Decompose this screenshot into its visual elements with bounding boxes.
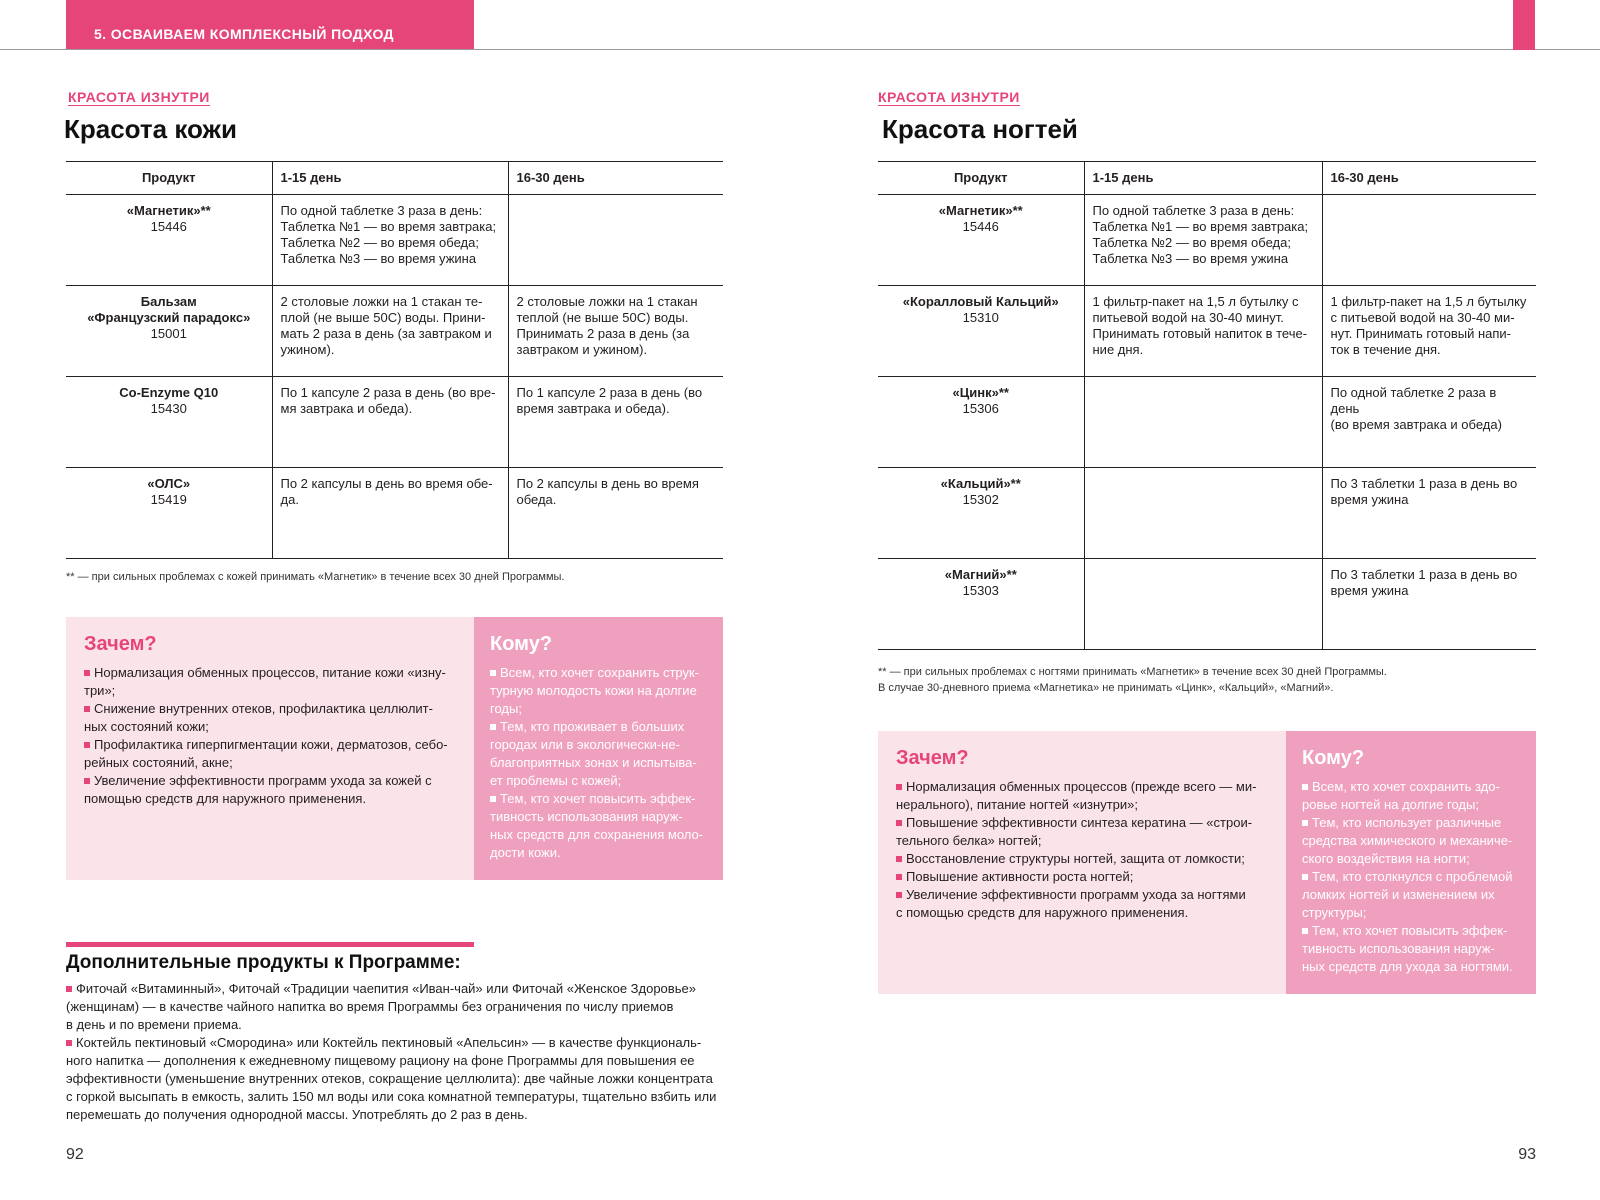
list-item: Всем, кто хочет сохранить здо- ровье ногтей на долгие годы;: [1302, 779, 1500, 812]
why-title: Зачем?: [896, 747, 969, 769]
dosage-days-16-30: [1322, 195, 1536, 286]
dosage-days-1-15: [1084, 468, 1322, 559]
bullet-square-icon: [490, 670, 496, 676]
list-item: Восстановление структуры ногтей, защита от ломкости;: [896, 850, 1268, 868]
col-header-days-1-15: 1-15 день: [272, 162, 508, 195]
table-row: [66, 195, 723, 286]
who-title: Кому?: [490, 633, 553, 655]
dosage-days-16-30: По одной таблетке 2 раза в день (во время завтрака и обеда): [1322, 377, 1536, 468]
table-row: [878, 286, 1536, 377]
bullet-square-icon: [896, 856, 902, 862]
list-item: Нормализация обменных процессов, питание кожи «изну- три»;: [84, 665, 446, 698]
table-row: [878, 559, 1536, 650]
bullet-square-icon: [84, 670, 90, 676]
bullet-square-icon: [1302, 784, 1308, 790]
list-item: Фиточай «Витаминный», Фиточай «Традиции чаепития «Иван-чай» или Фиточай «Женское Здоровье» (женщинам) — в качестве чайного напитка во время Программы без ограничения по числу приемов в день и по времени приема.: [66, 981, 696, 1032]
product-name: Co-Enzyme Q10: [119, 385, 219, 400]
bullet-square-icon: [84, 706, 90, 712]
bullet-square-icon: [84, 742, 90, 748]
dosage-days-1-15: По 2 капсулы в день во время обе- да.: [272, 468, 508, 559]
product-name: «Магний»**: [944, 567, 1017, 582]
product-name: Бальзам «Французский парадокс»: [87, 294, 251, 325]
list-item: Всем, кто хочет сохранить струк- турную молодость кожи на долгие годы;: [490, 665, 700, 716]
col-header-days-1-15: 1-15 день: [1084, 162, 1322, 195]
addons-list: [66, 980, 723, 1124]
product-name: «Цинк»**: [952, 385, 1009, 400]
bullet-square-icon: [490, 724, 496, 730]
chapter-tab: [66, 0, 474, 50]
footnote: ** — при сильных проблемах с кожей принимать «Магнетик» в течение всех 30 дней Программы.: [66, 571, 565, 583]
list-item: Тем, кто использует различные средства химического и механиче- ского воздействия на ногти;: [1302, 815, 1513, 866]
col-header-product: Продукт: [878, 162, 1084, 195]
product-cell: [878, 468, 1084, 559]
list-item: Тем, кто столкнулся с проблемой ломких ногтей и изменением их структуры;: [1302, 869, 1513, 920]
section-label: КРАСОТА ИЗНУТРИ: [878, 89, 1020, 105]
product-name: «Магнетик»**: [938, 203, 1023, 218]
dosage-days-1-15: [1084, 377, 1322, 468]
regimen-table: [66, 161, 723, 559]
dosage-days-16-30: По 3 таблетки 1 раза в день во время ужина: [1322, 559, 1536, 650]
table-row: [878, 195, 1536, 286]
who-box: [1286, 731, 1536, 994]
list-item: Увеличение эффективности программ ухода за ногтями с помощью средств для наружного применения.: [896, 887, 1246, 920]
list-item: Тем, кто проживает в больших городах или в экологически-не- благоприятных зонах и испытыва- ет проблемы с кожей;: [490, 719, 697, 788]
page-title: Красота кожи: [64, 114, 237, 144]
list-item: Нормализация обменных процессов (прежде всего — ми- нерального), питание ногтей «изнутри»;: [896, 779, 1257, 812]
product-cell: [878, 195, 1084, 286]
bullet-square-icon: [84, 778, 90, 784]
product-code: 15001: [150, 326, 187, 341]
list-item: Снижение внутренних отеков, профилактика целлюлит- ных состояний кожи;: [84, 701, 433, 734]
product-name: «Магнетик»**: [126, 203, 211, 218]
col-header-product: Продукт: [66, 162, 272, 195]
product-code: 15446: [150, 219, 187, 234]
table-row: [66, 377, 723, 468]
why-box: [878, 731, 1286, 994]
header-rule: [0, 49, 1600, 50]
list-item: Коктейль пектиновый «Смородина» или Коктейль пектиновый «Апельсин» — в качестве функциональ- ного напитка — дополнения к ежедневному пищевому рациону на фоне Программы для повышения ее эффективности (уменьшение внутренних отеков, сокращение целлюлита): две чайные ложки концентрата с горкой высыпать в емкость, залить 150 мл воды или сока комнатной температуры, тщательно взбить или перемешать до получения однородной массы. Употреблять до 2 раз в день.: [66, 1035, 717, 1122]
footnote: В случае 30-дневного приема «Магнетика» не принимать «Цинк», «Кальций», «Магний».: [878, 682, 1334, 694]
bullet-square-icon: [66, 1040, 72, 1046]
dosage-days-1-15: По 1 капсуле 2 раза в день (во вре- мя завтрака и обеда).: [272, 377, 508, 468]
list-item: Профилактика гиперпигментации кожи, дерматозов, себо- рейных состояний, акне;: [84, 737, 448, 770]
table-row: [878, 377, 1536, 468]
why-box: [66, 617, 474, 880]
dosage-days-1-15: 1 фильтр-пакет на 1,5 л бутылку с питьевой водой на 30-40 минут. Принимать готовый напиток в тече- ние дня.: [1084, 286, 1322, 377]
bullet-square-icon: [896, 820, 902, 826]
table-header-row: [66, 162, 723, 195]
who-title: Кому?: [1302, 747, 1365, 769]
page-title: Красота ногтей: [882, 114, 1078, 144]
bullet-square-icon: [896, 784, 902, 790]
col-header-days-16-30: 16-30 день: [508, 162, 723, 195]
product-name: «ОЛС»: [147, 476, 191, 491]
bullet-square-icon: [66, 986, 72, 992]
list-item: Увеличение эффективности программ ухода за кожей с помощью средств для наружного применения.: [84, 773, 432, 806]
product-cell: [878, 377, 1084, 468]
product-cell: [66, 286, 272, 377]
addons-title: Дополнительные продукты к Программе:: [66, 952, 461, 973]
product-name: «Кальций»**: [940, 476, 1021, 491]
product-name: «Коралловый Кальций»: [902, 294, 1059, 309]
dosage-days-1-15: По одной таблетке 3 раза в день: Таблетка №1 — во время завтрака; Таблетка №2 — во время обеда; Таблетка №3 — во время ужина: [272, 195, 508, 286]
product-cell: [66, 468, 272, 559]
product-code: 15430: [150, 401, 187, 416]
page-number: 92: [66, 1146, 84, 1163]
bullet-square-icon: [1302, 928, 1308, 934]
dosage-days-16-30: 2 столовые ложки на 1 стакан теплой (не выше 50С) воды. Принимать 2 раза в день (за завтраком и ужином).: [508, 286, 723, 377]
who-box: [474, 617, 723, 880]
section-label: КРАСОТА ИЗНУТРИ: [68, 89, 210, 105]
table-header-row: [878, 162, 1536, 195]
chapter-title: 5. ОСВАИВАЕМ КОМПЛЕКСНЫЙ ПОДХОД: [94, 26, 394, 42]
dosage-days-16-30: 1 фильтр-пакет на 1,5 л бутылку с питьевой водой на 30-40 ми- нут. Принимать готовый напи- ток в течение дня.: [1322, 286, 1536, 377]
dosage-days-16-30: [508, 195, 723, 286]
product-code: 15303: [962, 583, 999, 598]
bullet-square-icon: [896, 892, 902, 898]
page-number: 93: [1518, 1146, 1536, 1163]
col-header-days-16-30: 16-30 день: [1322, 162, 1536, 195]
corner-tab: [1513, 0, 1535, 50]
bullet-square-icon: [1302, 820, 1308, 826]
product-code: 15306: [962, 401, 999, 416]
product-cell: [878, 559, 1084, 650]
product-cell: [66, 377, 272, 468]
addons-accent-bar: [66, 942, 474, 947]
dosage-days-16-30: По 2 капсулы в день во время обеда.: [508, 468, 723, 559]
product-code: 15419: [150, 492, 187, 507]
why-title: Зачем?: [84, 633, 157, 655]
product-cell: [878, 286, 1084, 377]
footnote: ** — при сильных проблемах с ногтями принимать «Магнетик» в течение всех 30 дней Программы.: [878, 666, 1387, 678]
list-item: Тем, кто хочет повысить эффек- тивность использования наруж- ных средств для сохранения моло- дости кожи.: [490, 791, 704, 860]
list-item: Тем, кто хочет повысить эффек- тивность использования наруж- ных средств для ухода за ногтями.: [1302, 923, 1513, 974]
dosage-days-16-30: По 1 капсуле 2 раза в день (во время завтрака и обеда).: [508, 377, 723, 468]
bullet-square-icon: [1302, 874, 1308, 880]
dosage-days-1-15: [1084, 559, 1322, 650]
product-code: 15310: [962, 310, 999, 325]
list-item: Повышение активности роста ногтей;: [896, 868, 1268, 886]
product-code: 15302: [962, 492, 999, 507]
bullet-square-icon: [896, 874, 902, 880]
product-cell: [66, 195, 272, 286]
dosage-days-1-15: 2 столовые ложки на 1 стакан те- плой (не выше 50С) воды. Прини- мать 2 раза в день (за завтраком и ужином).: [272, 286, 508, 377]
dosage-days-16-30: По 3 таблетки 1 раза в день во время ужина: [1322, 468, 1536, 559]
table-row: [66, 468, 723, 559]
regimen-table: [878, 161, 1536, 650]
table-row: [878, 468, 1536, 559]
bullet-square-icon: [490, 796, 496, 802]
dosage-days-1-15: По одной таблетке 3 раза в день: Таблетка №1 — во время завтрака; Таблетка №2 — во время обеда; Таблетка №3 — во время ужина: [1084, 195, 1322, 286]
product-code: 15446: [962, 219, 999, 234]
table-row: [66, 286, 723, 377]
list-item: Повышение эффективности синтеза кератина — «строи- тельного белка» ногтей;: [896, 815, 1253, 848]
